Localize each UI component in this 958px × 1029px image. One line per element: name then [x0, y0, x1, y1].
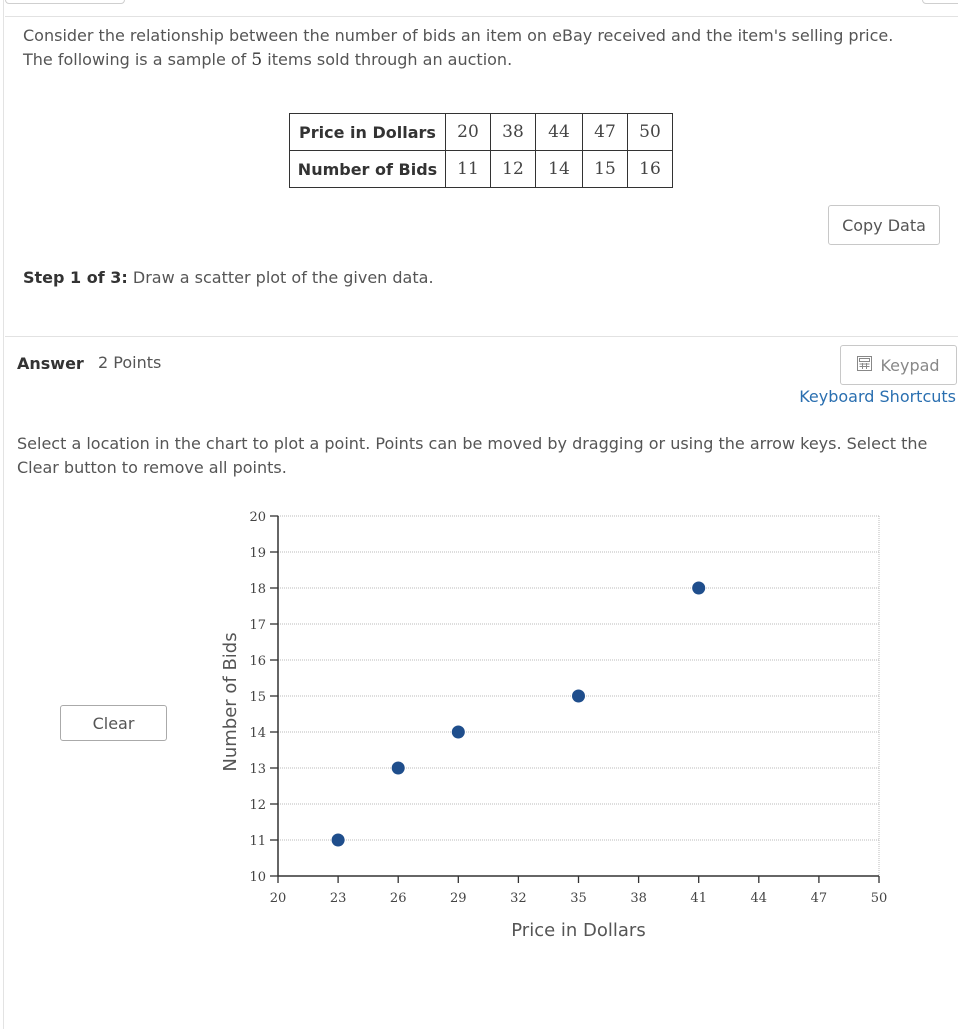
x-tick-label: 23 [329, 891, 347, 906]
y-tick-label: 19 [249, 546, 266, 561]
y-tick-label: 11 [249, 834, 266, 849]
data-point[interactable] [392, 762, 405, 775]
y-tick-label: 14 [249, 726, 266, 741]
clear-button[interactable]: Clear [60, 705, 167, 741]
y-tick-label: 12 [249, 798, 266, 813]
step-label: Step 1 of 3: [23, 268, 128, 287]
bids-cell: 12 [491, 151, 536, 188]
x-tick-label: 47 [810, 891, 828, 906]
y-tick-label: 16 [249, 654, 266, 669]
y-tick-label: 10 [249, 870, 266, 885]
data-point[interactable] [572, 690, 585, 703]
bids-cell: 15 [583, 151, 628, 188]
x-tick-label: 29 [450, 891, 467, 906]
x-tick-label: 44 [750, 891, 768, 906]
bids-header: Number of Bids [290, 151, 446, 188]
price-cell: 44 [536, 114, 583, 151]
step-text: Draw a scatter plot of the given data. [127, 268, 434, 287]
plot-instructions: Select a location in the chart to plot a point. Points can be moved by dragging or using the arrow keys. Select the Clear button to remove all points. [17, 434, 928, 477]
y-tick-label: 15 [249, 690, 266, 705]
data-point[interactable] [332, 834, 345, 847]
x-tick-label: 32 [510, 891, 527, 906]
y-axis-title: Number of Bids [220, 632, 241, 772]
price-cell: 47 [583, 114, 628, 151]
question-text-before: Consider the relationship between the number of bids an item on eBay received and the item's selling price. The following is a sample of [23, 26, 894, 69]
y-tick-label: 18 [249, 582, 266, 597]
bids-cell: 11 [446, 151, 491, 188]
chart-ticks [249, 510, 887, 906]
points-label: 2 Points [98, 353, 162, 372]
x-axis-title: Price in Dollars [511, 920, 646, 941]
question-text-after: items sold through an auction. [262, 50, 513, 69]
bids-cell: 16 [628, 151, 673, 188]
answer-label: Answer [17, 354, 84, 373]
bids-cell: 14 [536, 151, 583, 188]
x-tick-label: 38 [630, 891, 647, 906]
data-point[interactable] [452, 726, 465, 739]
copy-data-button[interactable]: Copy Data [828, 205, 940, 245]
price-header: Price in Dollars [290, 114, 446, 151]
x-tick-label: 35 [570, 891, 587, 906]
x-tick-label: 50 [870, 891, 888, 906]
price-cell: 20 [446, 114, 491, 151]
chart-points[interactable] [332, 582, 706, 847]
y-tick-label: 17 [249, 618, 266, 633]
price-cell: 38 [491, 114, 536, 151]
keyboard-shortcuts-link[interactable]: Keyboard Shortcuts [799, 387, 956, 406]
y-tick-label: 20 [249, 510, 266, 525]
sample-size: 5 [251, 50, 263, 70]
price-cell: 50 [628, 114, 673, 151]
x-tick-label: 41 [690, 891, 707, 906]
data-point[interactable] [692, 582, 705, 595]
keypad-label: Keypad [880, 355, 940, 375]
x-tick-label: 26 [389, 891, 407, 906]
y-tick-label: 13 [249, 762, 266, 777]
x-tick-label: 20 [269, 891, 287, 906]
